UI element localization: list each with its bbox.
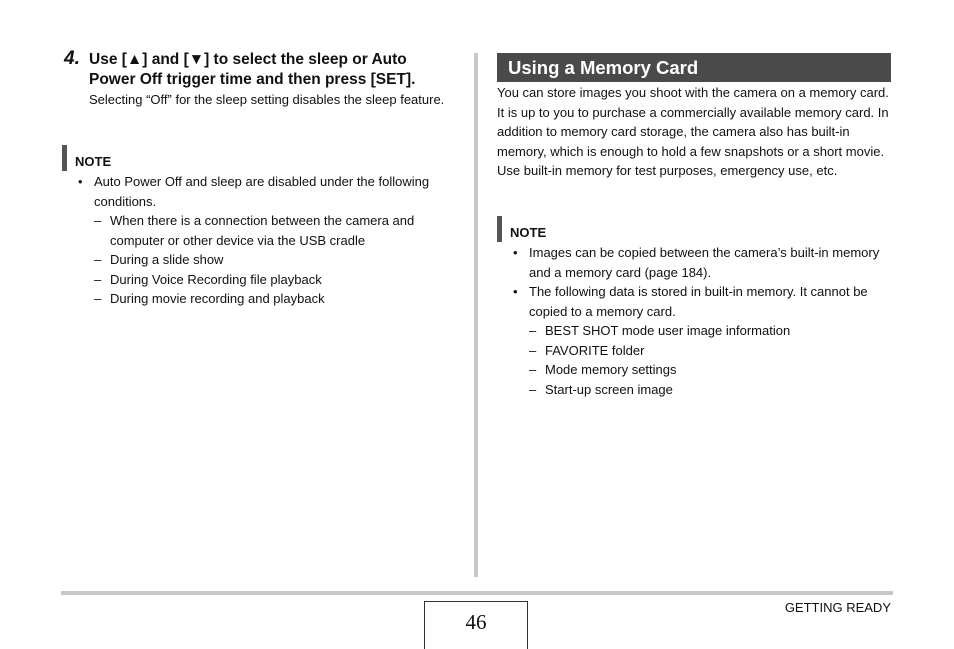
section-title: Using a Memory Card — [497, 53, 891, 82]
step-line-1: Use [▲] and [▼] to select the sleep or Auto — [89, 51, 407, 68]
section-intro: You can store images you shoot with the camera on a memory card. It is up to you to purchase a commercially available memory card. In addition to memory card storage, the camera also has built-in memory, which is enough to hold a few snapshots or a short movie. Use built-in memory for test purposes, emergency use, etc. — [497, 85, 889, 178]
column-divider — [474, 53, 478, 577]
list-item: – During a slide show — [94, 252, 224, 267]
footer-rule — [61, 591, 893, 595]
note-body — [497, 243, 891, 399]
list-item: – During Voice Recording file playback — [94, 271, 322, 287]
note-title: NOTE — [75, 154, 112, 169]
list-item: • The following data is stored in built-in memory. It cannot be copied to a memory card. — [513, 284, 868, 319]
step-line-2: Power Off trigger time and then press [SET]. — [89, 71, 416, 88]
step-instruction — [89, 50, 459, 90]
step-description: Selecting “Off” for the sleep setting disables the sleep feature. — [89, 92, 445, 107]
note-bar — [497, 216, 502, 242]
list-item: – Mode memory settings — [529, 362, 677, 377]
note-bar — [62, 145, 67, 171]
list-item: • Images can be copied between the camera’s built-in memory and a memory card (page 184). — [513, 245, 880, 280]
list-item: – FAVORITE folder — [529, 342, 645, 358]
list-item: – During movie recording and playback — [94, 291, 325, 306]
note-title: NOTE — [510, 225, 547, 240]
list-item: • Auto Power Off and sleep are disabled under the following conditions. — [78, 174, 430, 209]
note-body — [62, 172, 458, 309]
list-item: – When there is a connection between the camera and computer or other device via the USB cradle — [94, 213, 415, 248]
page-number: 46 — [424, 601, 528, 649]
list-item: – BEST SHOT mode user image information — [529, 323, 791, 338]
step-number: 4. — [64, 48, 80, 69]
list-item: – Start-up screen image — [529, 381, 673, 397]
section-label: GETTING READY — [784, 600, 891, 615]
